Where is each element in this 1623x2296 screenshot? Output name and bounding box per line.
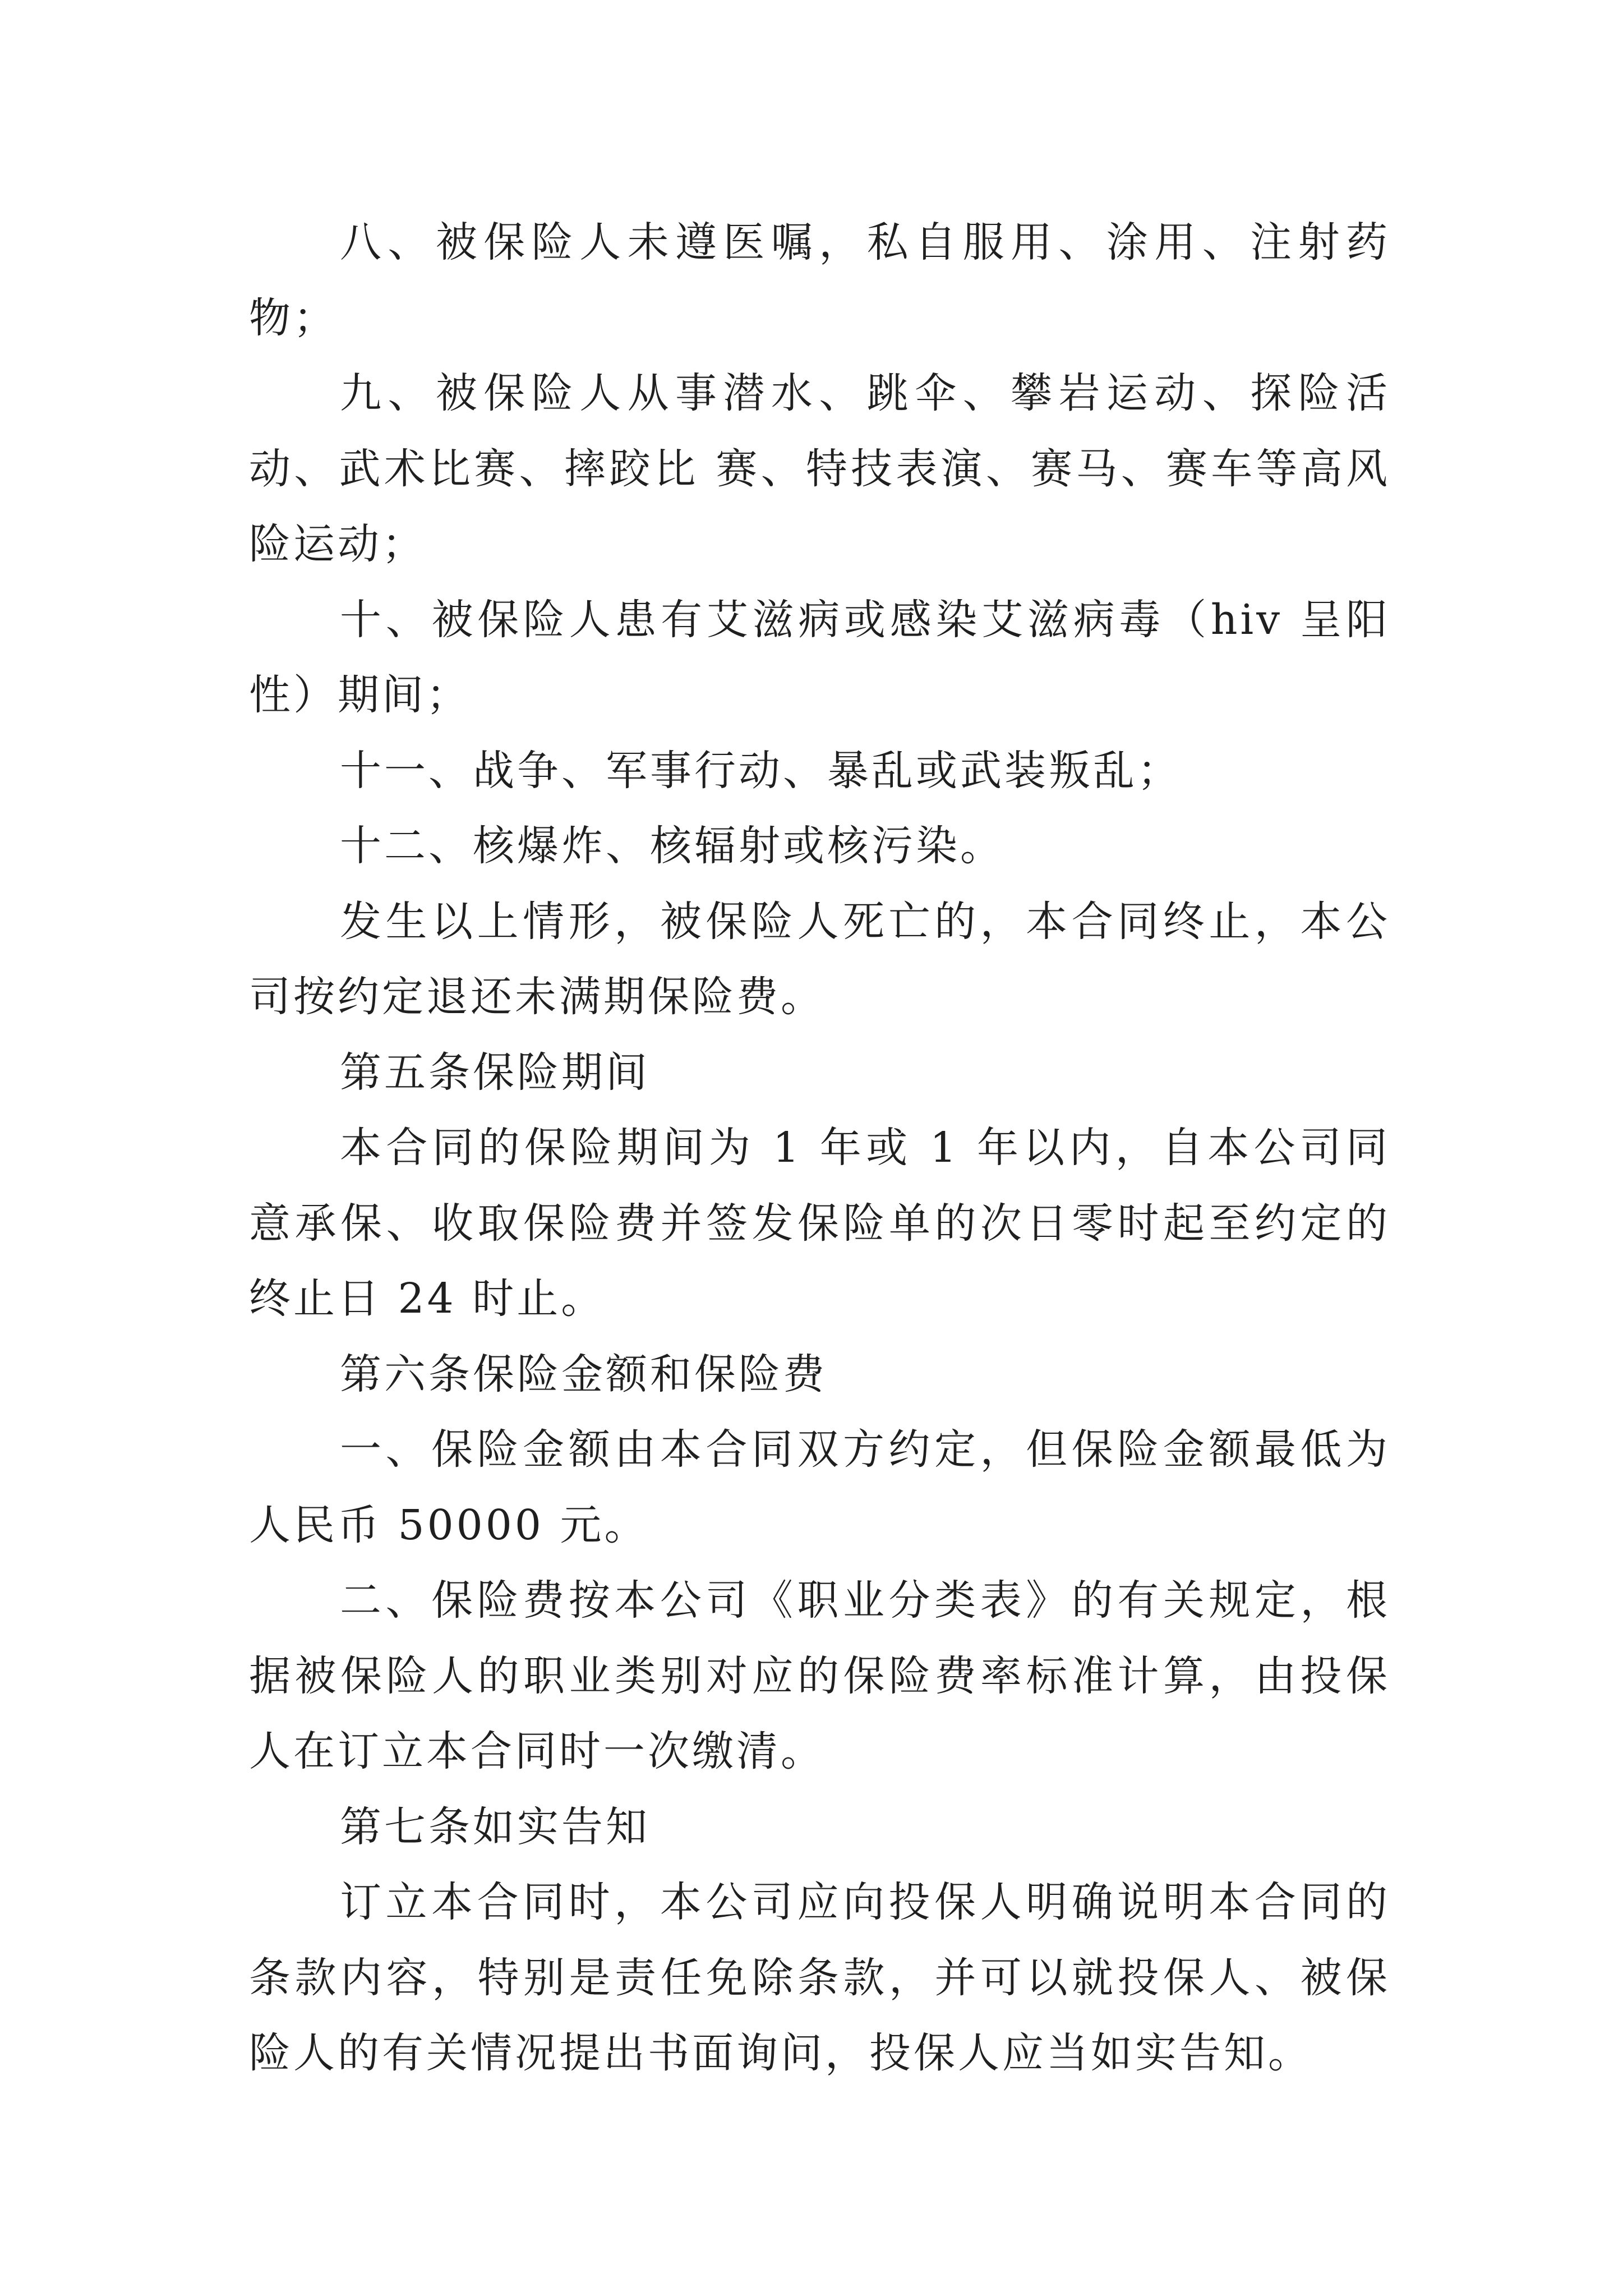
sum-insured-paragraph: 一、保险金额由本合同双方约定，但保险金额最低为人民币 50000 元。	[249, 1425, 1390, 1549]
premium-paragraph: 二、保险费按本公司《职业分类表》的有关规定，根据被保险人的职业类别对应的保险费率标准计算，由投保人在订立本合同时一次缴清。	[249, 1576, 1390, 1775]
clause-item-12: 十二、核爆炸、核辐射或核污染。	[340, 822, 1004, 870]
insurance-period-paragraph: 本合同的保险期间为 1 年或 1 年以内，自本公司同意承保、收取保险费并签发保险单的次日零时起至约定的终止日 24 时止。	[249, 1124, 1390, 1323]
clause-item-9: 九、被保险人从事潜水、跳伞、攀岩运动、探险活动、武术比赛、摔跤比 赛、特技表演、赛马、赛车等高风险运动；	[249, 369, 1390, 568]
clause-item-11: 十一、战争、军事行动、暴乱或武装叛乱；	[340, 746, 1182, 795]
disclosure-paragraph: 订立本合同时，本公司应向投保人明确说明本合同的条款内容，特别是责任免除条款，并可以就投保人、被保险人的有关情况提出书面询问，投保人应当如实告知。	[249, 1878, 1390, 2077]
termination-paragraph: 发生以上情形，被保险人死亡的，本合同终止，本公司按约定退还未满期保险费。	[249, 897, 1390, 1021]
clause-item-8: 八、被保险人未遵医嘱，私自服用、涂用、注射药物；	[249, 218, 1390, 342]
clause-item-10: 十、被保险人患有艾滋病或感染艾滋病毒（hiv 呈阳性）期间；	[249, 595, 1390, 719]
document-body	[249, 205, 1390, 2091]
section-heading-article-6: 第六条保险金额和保险费	[340, 1350, 827, 1398]
section-heading-article-7: 第七条如实告知	[340, 1802, 650, 1851]
section-heading-article-5: 第五条保险期间	[340, 1048, 650, 1097]
